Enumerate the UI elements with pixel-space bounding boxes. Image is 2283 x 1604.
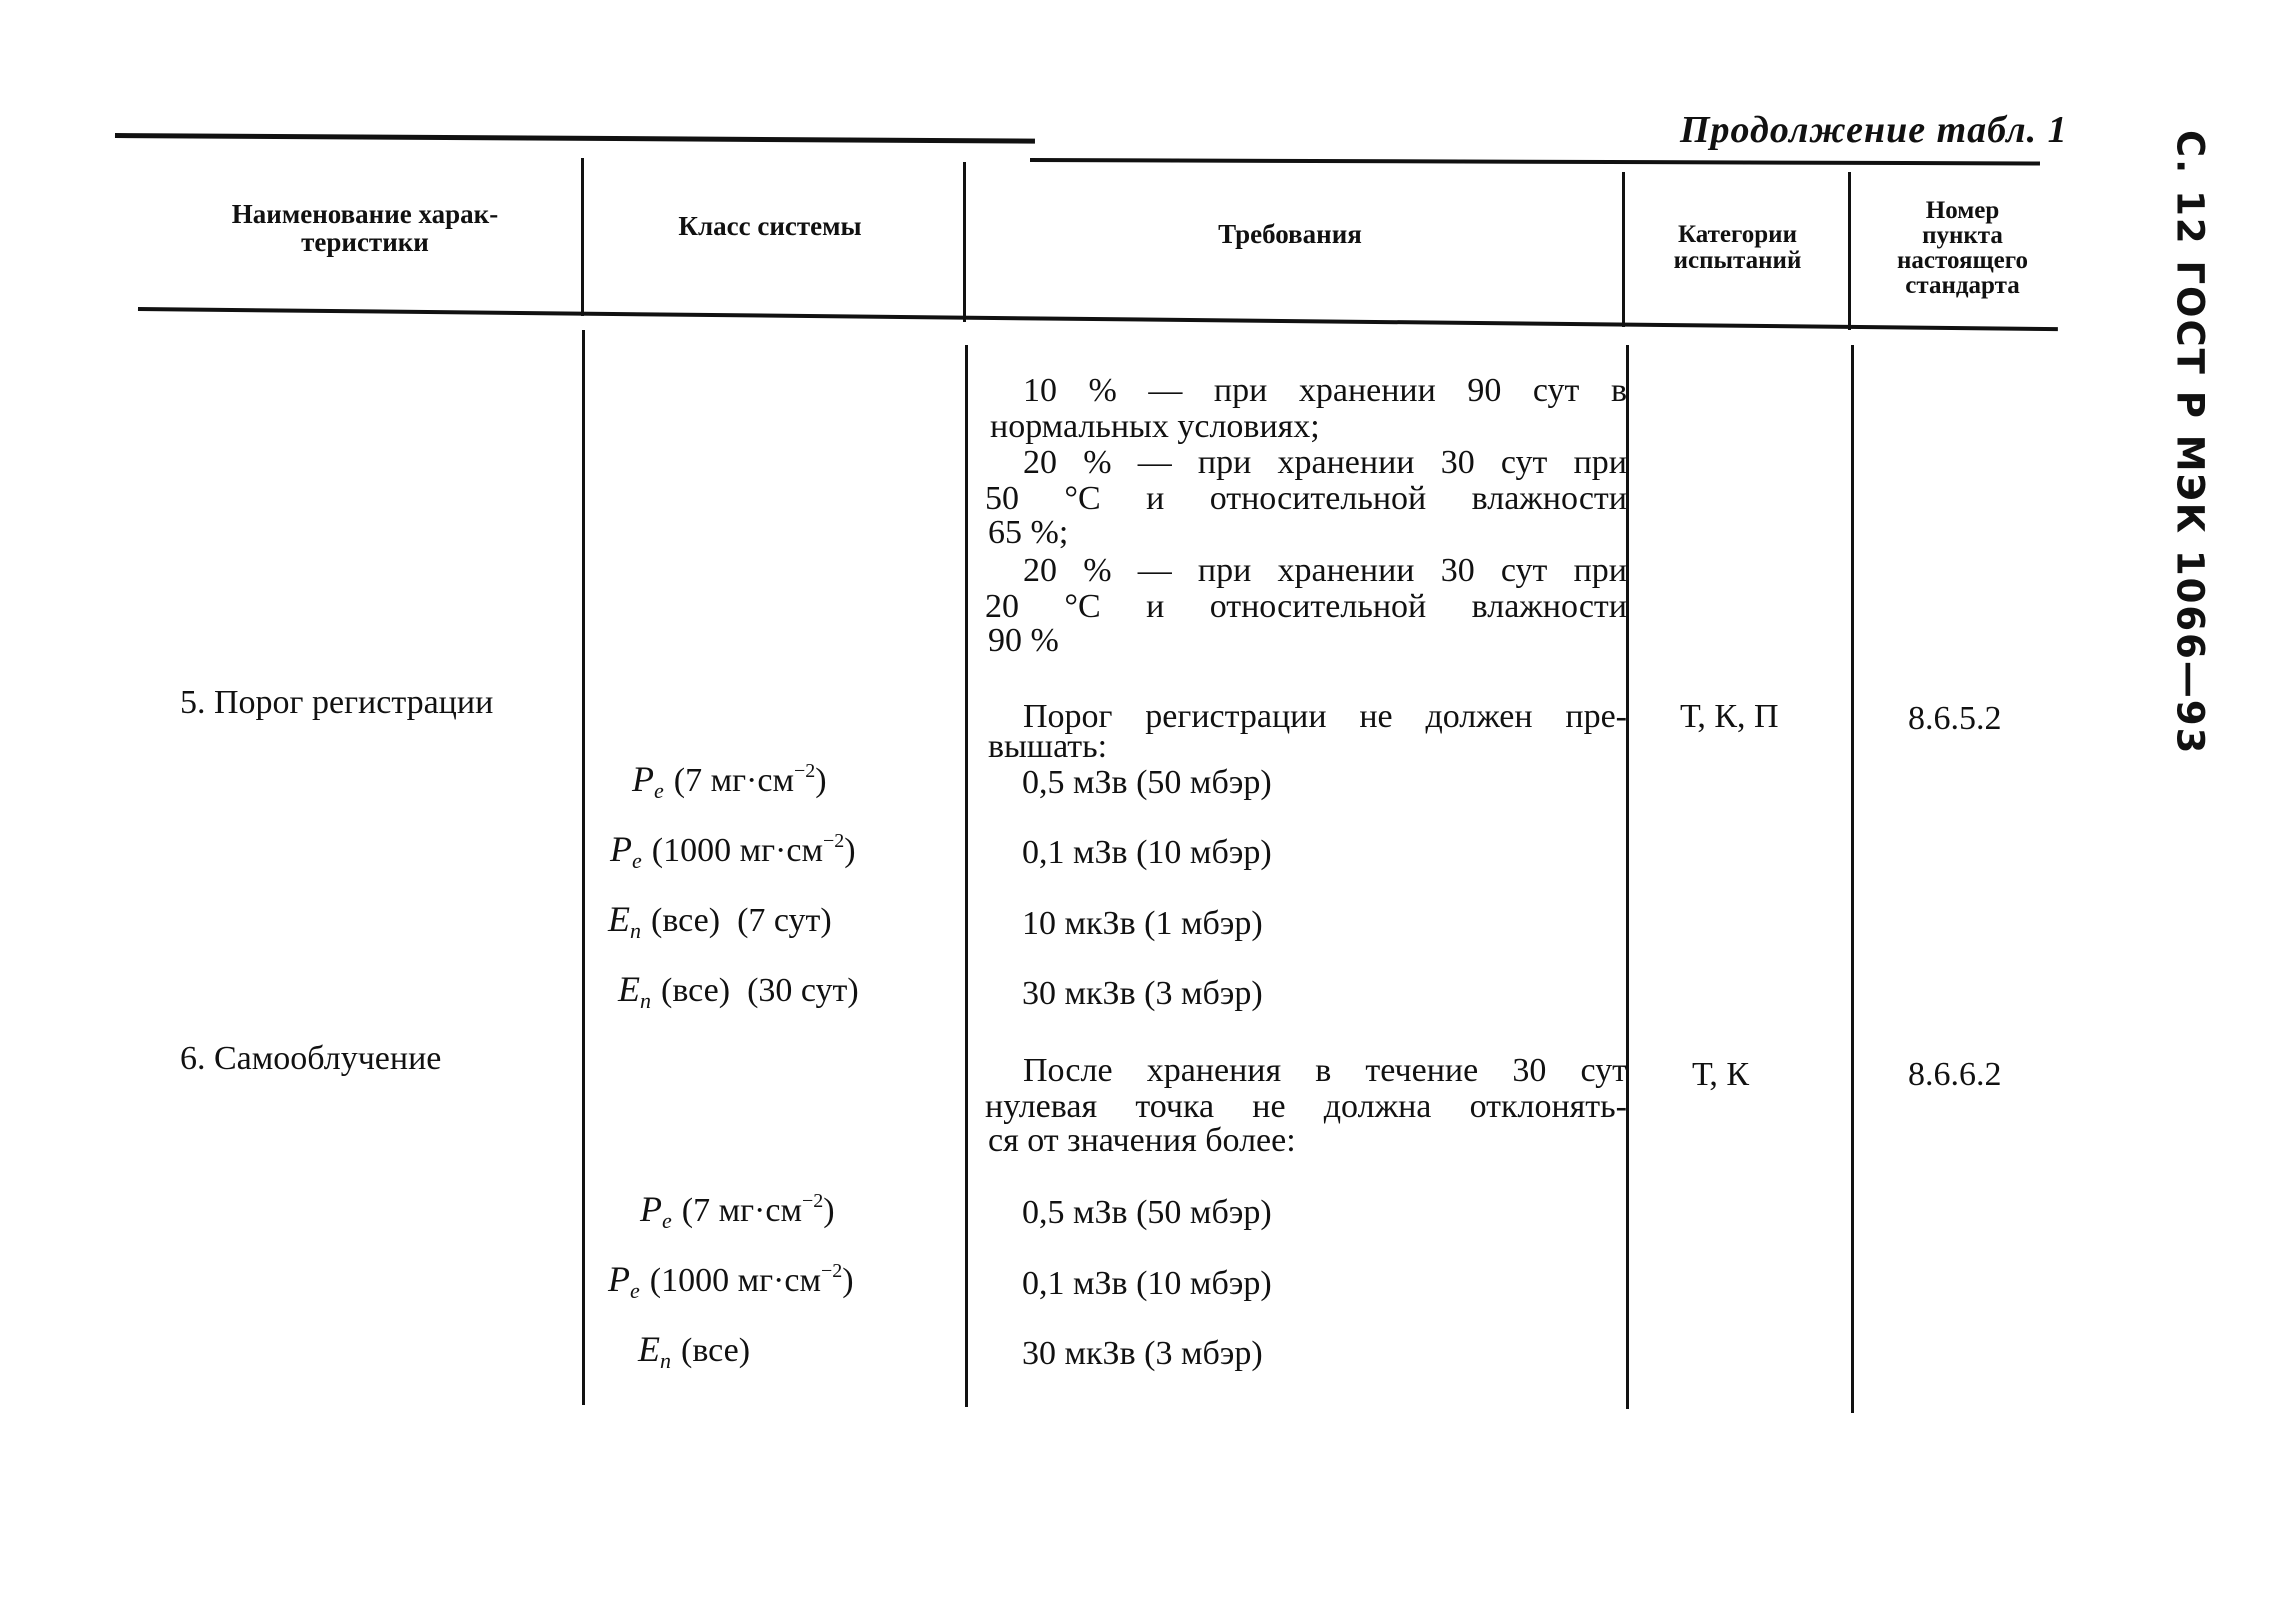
col-divider-4-body [1851,345,1854,1413]
row-name: 5. Порог регистрации [180,684,494,721]
clause-number-value: 8.6.6.2 [1908,1056,2002,1093]
requirement-value: 0,1 мЗв (10 мбэр) [1022,1265,1272,1302]
system-class: $P_e$ (7 $мг\cdot см^{-2}$) [640,1189,835,1233]
top-rule-left [115,133,1035,144]
continuation-line: 65 %; [988,514,1069,551]
continuation-line: 20 % — при хранении 30 сут при [1023,444,1627,481]
requirement-value: 30 мкЗв (3 мбэр) [1022,1335,1263,1372]
continuation-line: 90 % [988,622,1059,659]
row-intro-line: нулевая точка не должна отклонять- [985,1088,1627,1125]
table-continuation-title: Продолжение табл. 1 [1680,109,2068,151]
row-intro-line: Порог регистрации не должен пре- [1023,698,1627,735]
clause-number-value: 8.6.5.2 [1908,700,2002,737]
system-class: $E_n$ (все) (7 сут) [608,899,832,943]
test-categories-value: Т, К, П [1680,698,1779,735]
continuation-line: 20 °С и относительной влажности [985,588,1627,625]
page-side-header [2160,130,2220,756]
header-bottom-rule [138,307,2058,331]
header-name: Наименование харак- теристики [231,199,499,258]
requirement-value: 0,1 мЗв (10 мбэр) [1022,834,1272,871]
row-intro-line: После хранения в течение 30 сут [1023,1052,1627,1089]
requirement-value: 0,5 мЗв (50 мбэр) [1022,764,1272,801]
top-rule-right [1030,158,2040,166]
system-class: $E_n$ (все) [638,1329,751,1373]
system-class: $P_e$ (7 $мг\cdot см^{-2}$) [632,759,827,803]
requirement-value: 10 мкЗв (1 мбэр) [1022,905,1263,942]
system-class: $E_n$ (все) (30 сут) [618,969,859,1013]
continuation-line: 20 % — при хранении 30 сут при [1023,552,1627,589]
requirement-value: 0,5 мЗв (50 мбэр) [1022,1194,1272,1231]
row-name: 6. Самооблучение [180,1040,442,1077]
system-class: $P_e$ (1000 $мг\cdot см^{-2}$) [610,829,856,873]
row-intro-line: вышать: [988,728,1108,765]
header-requirements: Требования [1218,219,1362,249]
row-intro-line: ся от значения более: [988,1122,1296,1159]
header-test-categories: Категории испытаний [1673,221,1802,275]
col-divider-1-body [582,330,585,1405]
header-clause-number: Номер пункта настоящего стандарта [1897,197,2028,299]
continuation-line: нормальных условиях; [990,408,1320,445]
system-class: $P_e$ (1000 $мг\cdot см^{-2}$) [608,1259,854,1303]
continuation-line: 50 °С и относительной влажности [985,480,1627,517]
test-categories-value: Т, К [1692,1056,1750,1093]
side-header-text: С. 12 ГОСТ Р МЭК 1066—93 [2168,130,2212,756]
header-system-class: Класс системы [678,211,862,241]
requirement-value: 30 мкЗв (3 мбэр) [1022,975,1263,1012]
col-divider-2-body [965,345,968,1407]
continuation-line: 10 % — при хранении 90 сут в [1023,372,1627,409]
